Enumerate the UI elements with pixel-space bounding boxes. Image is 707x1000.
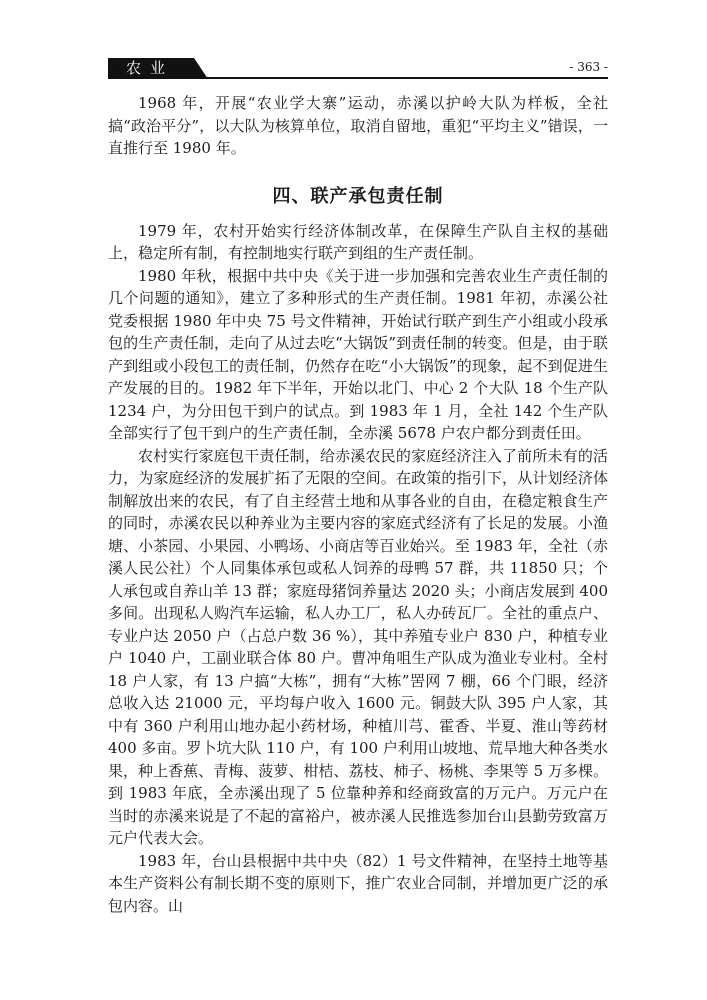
paragraph-1979-reform: 1979 年，农村开始实行经济体制改革，在保障生产队自主权的基础上，稳定所有制，有控制地实行联产到组的生产责任制。 (108, 221, 608, 262)
header-rule (204, 77, 608, 79)
running-header (108, 58, 608, 80)
paragraph-1980-responsibility: 1980 年秋，根据中共中央《关于进一步加强和完善农业生产责任制的几个问题的通知》，建立了多种形式的生产责任制。1981 年初，赤溪公社党委根据 1980 年中央 75 号文件精神，开始试行联产到生产小组或小段承包的生产责任制，走向了从过去吃“大锅饭”到责任制的转变。但是，由于联产到组或小段包工的责任制，仍然存在吃“小大锅饭”的现象，起不到促进生产发展的目的。1982 年下半年，开始以北门、中心 2 个大队 18 个生产队 1234 户，为分田包干到户的试点。到 1983 年 1 月，全社 142 个生产队全部实行了包干到户的生产责任制，全赤溪 5678 户农户都分到责任田。 (108, 266, 608, 442)
paragraph-1983-contracts: 1983 年，台山县根据中共中央（82）1 号文件精神，在坚持土地等基本生产资料公有制长期不变的原则下，推广农业合同制，并增加更广泛的承包内容。山 (108, 851, 608, 915)
section-heading: 四、联产承包责任制 (272, 185, 444, 207)
page-body (108, 92, 608, 917)
intro-paragraph: 1968 年，开展“农业学大寨”运动，赤溪以护岭大队为样板，全社搞“政治平分”，以大队为核算单位，取消自留地，重犯“平均主义”错误，一直推行至 1980 年。 (108, 94, 608, 157)
section-title: 农业 (126, 59, 175, 77)
paragraph-household-economy: 农村实行家庭包干责任制，给赤溪农民的家庭经济注入了前所未有的活力，为家庭经济的发展扩拓了无限的空间。在政策的指引下，从计划经济体制解放出来的农民，有了自主经营土地和从事各业的自由，在稳定粮食生产的同时，赤溪农民以种养业为主要内容的家庭式经济有了长足的发展。小渔塘、小茶园、小果园、小鸭场、小商店等百业始兴。至 1983 年，全社（赤溪人民公社）个人同集体承包或私人饲养的母鸭 57 群，共 11850 只；个人承包或自养山羊 13 群；家庭母猪饲养量达 2020 头；小商店发展到 400 多间。出现私人购汽车运输，私人办工厂，私人办砖瓦厂。全社的重点户、专业户达 2050 户（占总户数 36 %），其中养殖专业户 830 户，种植专业户 1040 户，工副业联合体 80 户。曹冲角咀生产队成为渔业专业村。全村 18 户人家，有 13 户搞“大栋”，拥有“大栋”罟网 7 棚，66 个门眼，经济总收入达 21000 元，平均每户收入 1600 元。铜鼓大队 395 户人家，其中有 360 户利用山地办起小药材场，种植川芎、霍香、半夏、淮山等药材 400 多亩。罗卜坑大队 110 户，有 100 户利用山坡地、荒旱地大种各类水果，种上香蕉、青梅、菠萝、柑桔、荔枝、柿子、杨桃、李果等 5 万多棵。到 1983 年底，全赤溪出现了 5 位靠种养和经商致富的万元户。万元户在当时的赤溪来说是了不起的富裕户，被赤溪人民推选参加台山县勤劳致富万元户代表大会。 (108, 446, 608, 847)
page-number: - 363 - (569, 60, 608, 74)
